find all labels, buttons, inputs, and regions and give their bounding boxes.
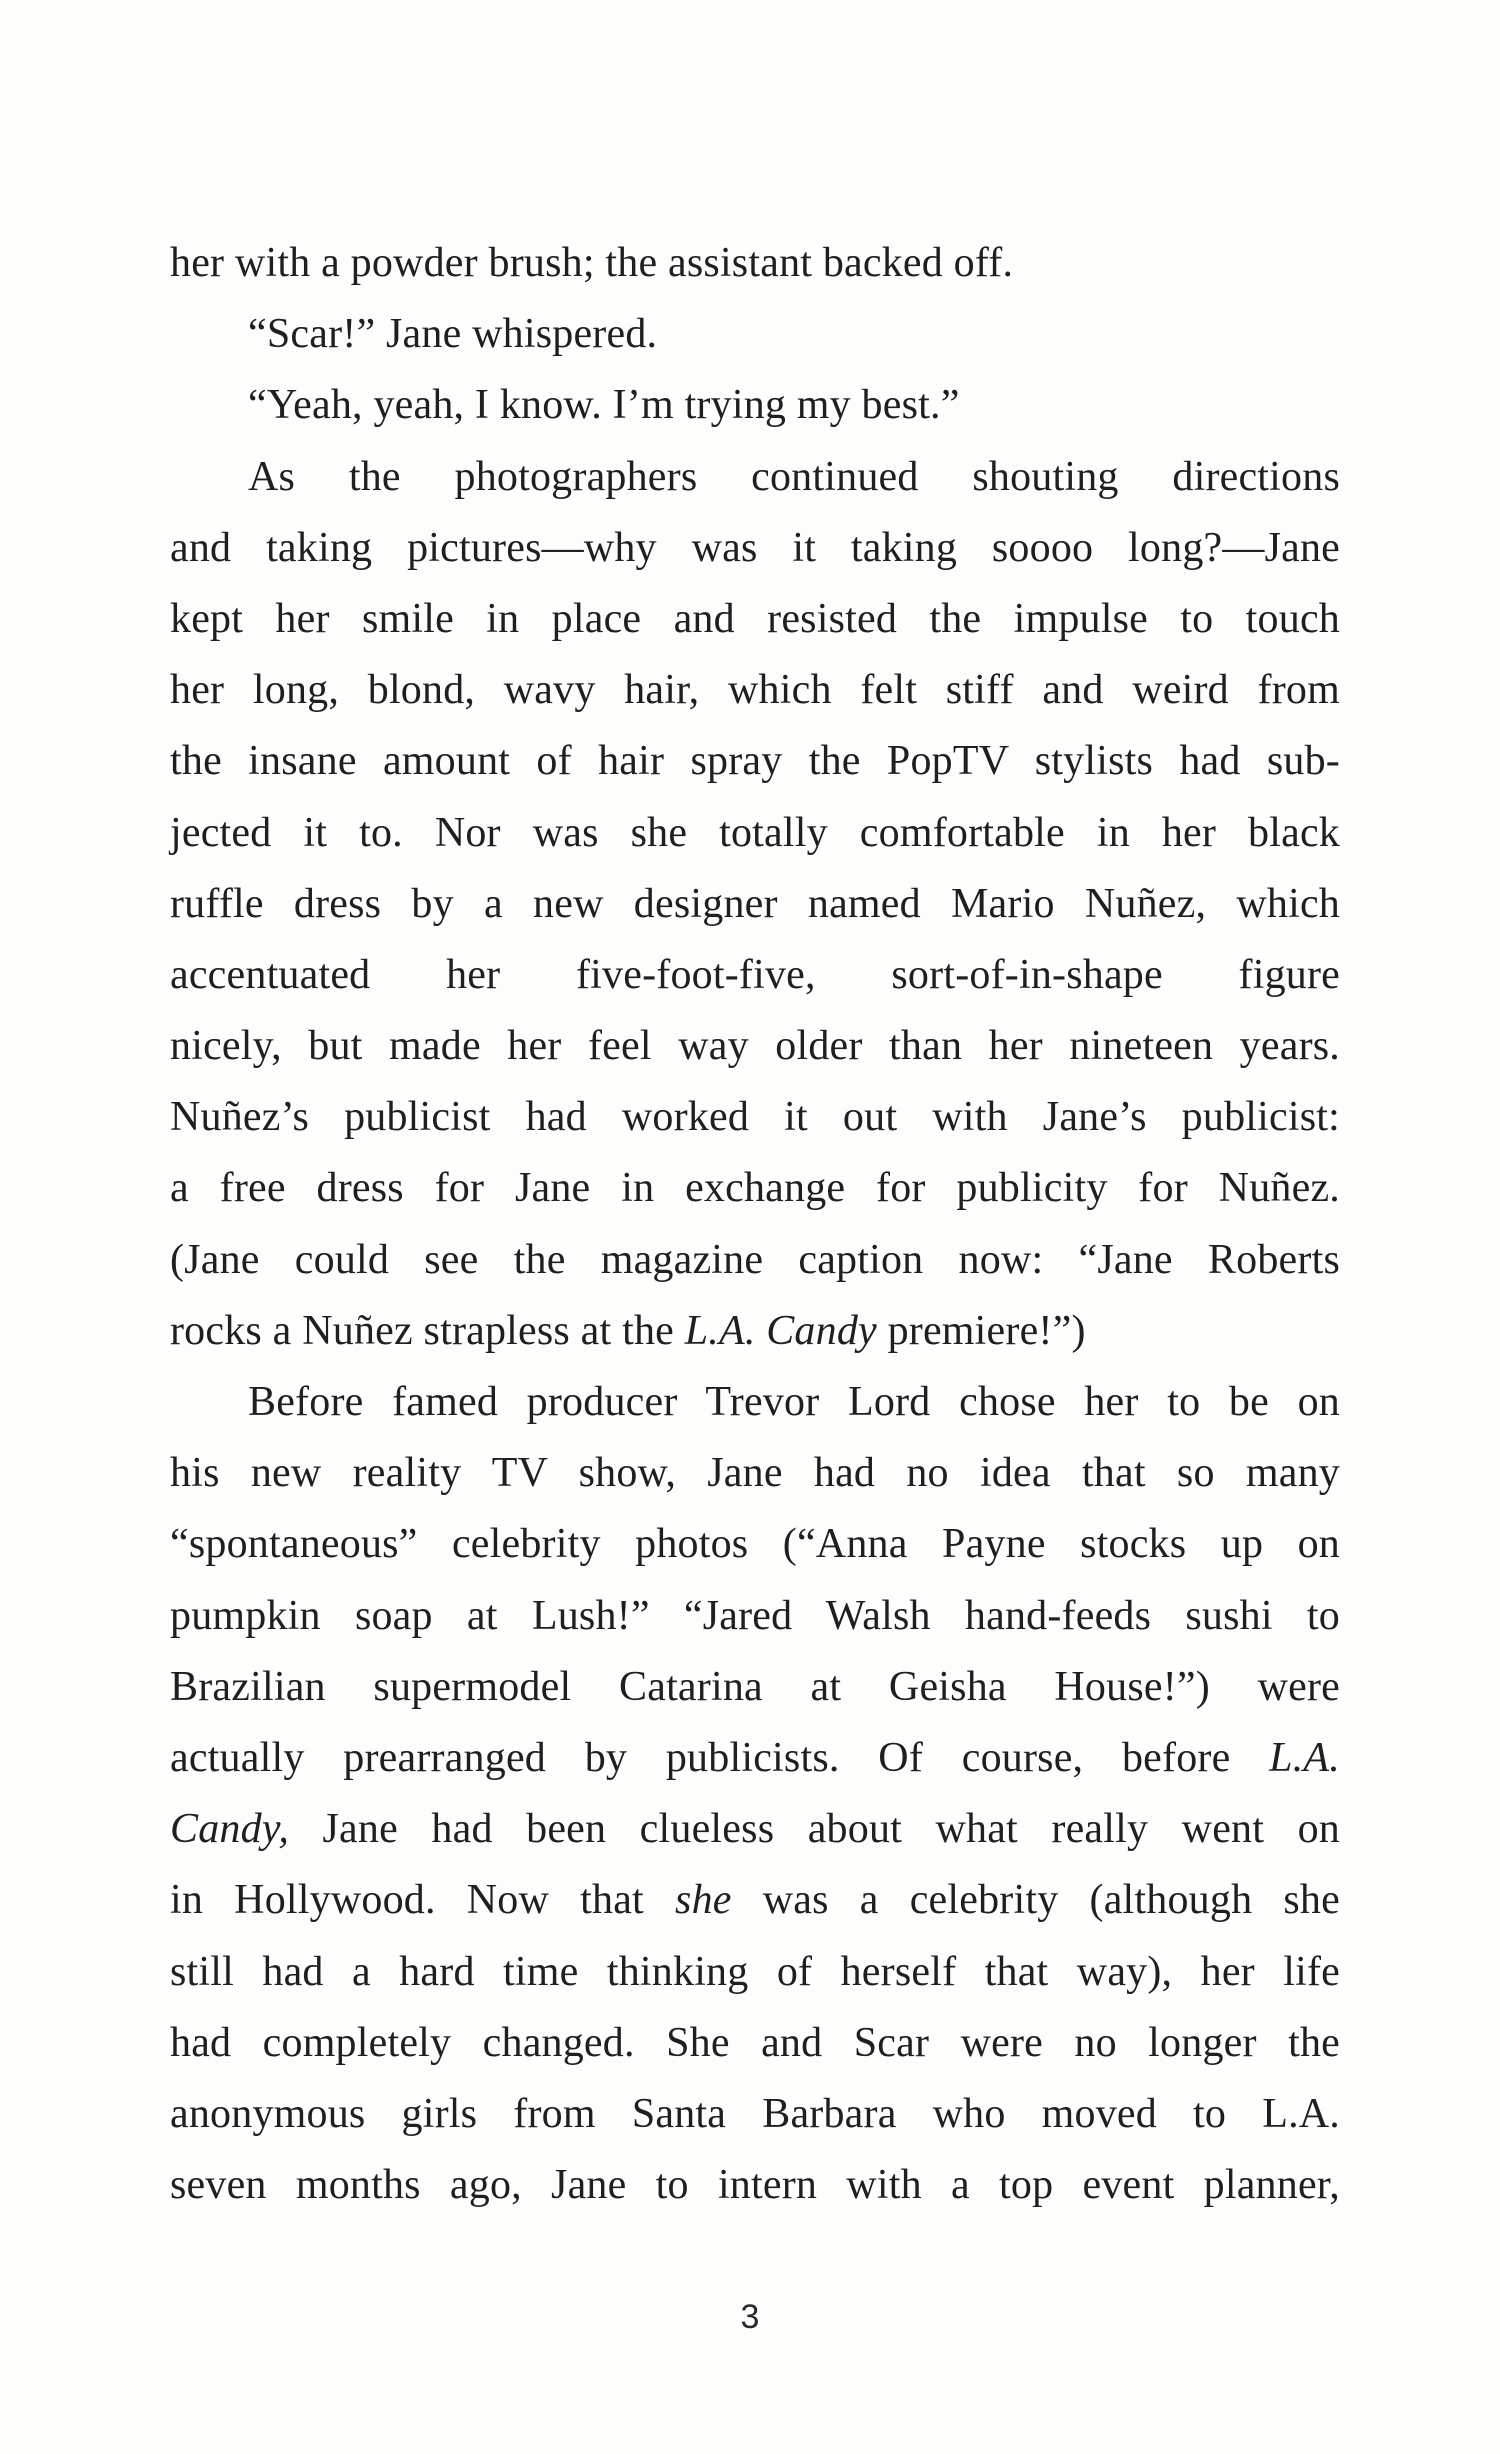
text-line <box>170 2079 1340 2150</box>
text-line <box>170 1296 1340 1367</box>
text-run: premiere!”) <box>876 1307 1086 1354</box>
text-run: had completely changed. She and Scar were no longer the <box>170 2019 1340 2066</box>
text-line <box>170 370 1340 441</box>
text-run: still had a hard time thinking of herself that way), her life <box>170 1948 1340 1995</box>
italic-title: Candy, <box>170 1806 290 1853</box>
text-line <box>170 1937 1340 2008</box>
text-line <box>170 228 1340 299</box>
text-line <box>170 1652 1340 1723</box>
text-run: accentuated her five-foot-five, sort-of-in-shape figure <box>170 951 1340 998</box>
text-line <box>170 513 1340 584</box>
text-run: the insane amount of hair spray the PopTV stylists had sub- <box>170 738 1340 785</box>
text-line <box>170 1581 1340 1652</box>
text-line <box>170 1794 1340 1865</box>
text-line <box>170 726 1340 797</box>
text-run: in Hollywood. Now that <box>170 1877 676 1924</box>
text-line <box>170 1225 1340 1296</box>
text-run: her with a powder brush; the assistant backed off. <box>170 240 1014 286</box>
text-line <box>170 655 1340 726</box>
text-line <box>170 1153 1340 1224</box>
body-text <box>170 228 1340 2221</box>
text-line <box>170 940 1340 1011</box>
text-run: “Yeah, yeah, I know. I’m trying my best.” <box>248 382 960 429</box>
text-run: seven months ago, Jane to intern with a top event planner, <box>170 2162 1340 2209</box>
italic-title: she <box>675 1877 732 1924</box>
text-run: pumpkin soap at Lush!” “Jared Walsh hand-feeds sushi to <box>170 1592 1340 1639</box>
text-line <box>170 1723 1340 1794</box>
text-line <box>170 1509 1340 1580</box>
text-line <box>170 869 1340 940</box>
text-line <box>170 584 1340 655</box>
text-line <box>170 1865 1340 1936</box>
text-run: Nuñez’s publicist had worked it out with Jane’s publicist: <box>170 1094 1340 1141</box>
text-run: a free dress for Jane in exchange for publicity for Nuñez. <box>170 1165 1340 1212</box>
text-run: her long, blond, wavy hair, which felt stiff and weird from <box>170 667 1340 714</box>
text-run: jected it to. Nor was she totally comfortable in her black <box>170 809 1340 856</box>
text-run: (Jane could see the magazine caption now: “Jane Roberts <box>170 1236 1340 1283</box>
text-run: was a celebrity (although she <box>731 1877 1340 1924</box>
text-run: and taking pictures—why was it taking soooo long?—Jane <box>170 524 1340 571</box>
text-line <box>170 442 1340 513</box>
text-run: kept her smile in place and resisted the impulse to touch <box>170 595 1340 642</box>
text-line <box>170 1011 1340 1082</box>
text-run: actually prearranged by publicists. Of course, before <box>170 1734 1270 1781</box>
text-line <box>170 1082 1340 1153</box>
text-line <box>170 2150 1340 2221</box>
text-run: rocks a Nuñez strapless at the <box>170 1307 685 1354</box>
italic-title: L.A. Candy <box>684 1307 877 1354</box>
text-run: his new reality TV show, Jane had no idea that so many <box>170 1450 1340 1497</box>
text-line <box>170 299 1340 370</box>
text-line <box>170 1367 1340 1438</box>
page-number: 3 <box>740 2298 760 2336</box>
text-run: Jane had been clueless about what really went on <box>289 1806 1340 1853</box>
text-run: ruffle dress by a new designer named Mario Nuñez, which <box>170 880 1340 927</box>
italic-title: L.A. <box>1269 1734 1340 1781</box>
text-run: “Scar!” Jane whispered. <box>248 311 658 358</box>
text-line <box>170 2008 1340 2079</box>
text-line <box>170 1438 1340 1509</box>
text-line <box>170 798 1340 869</box>
text-run: Before famed producer Trevor Lord chose her to be on <box>248 1379 1340 1425</box>
text-run: nicely, but made her feel way older than her nineteen years. <box>170 1023 1340 1070</box>
text-run: anonymous girls from Santa Barbara who moved to L.A. <box>170 2090 1340 2137</box>
text-run: As the photographers continued shouting directions <box>248 453 1340 500</box>
text-run: “spontaneous” celebrity photos (“Anna Payne stocks up on <box>170 1521 1340 1568</box>
text-run: Brazilian supermodel Catarina at Geisha House!”) were <box>170 1663 1340 1710</box>
